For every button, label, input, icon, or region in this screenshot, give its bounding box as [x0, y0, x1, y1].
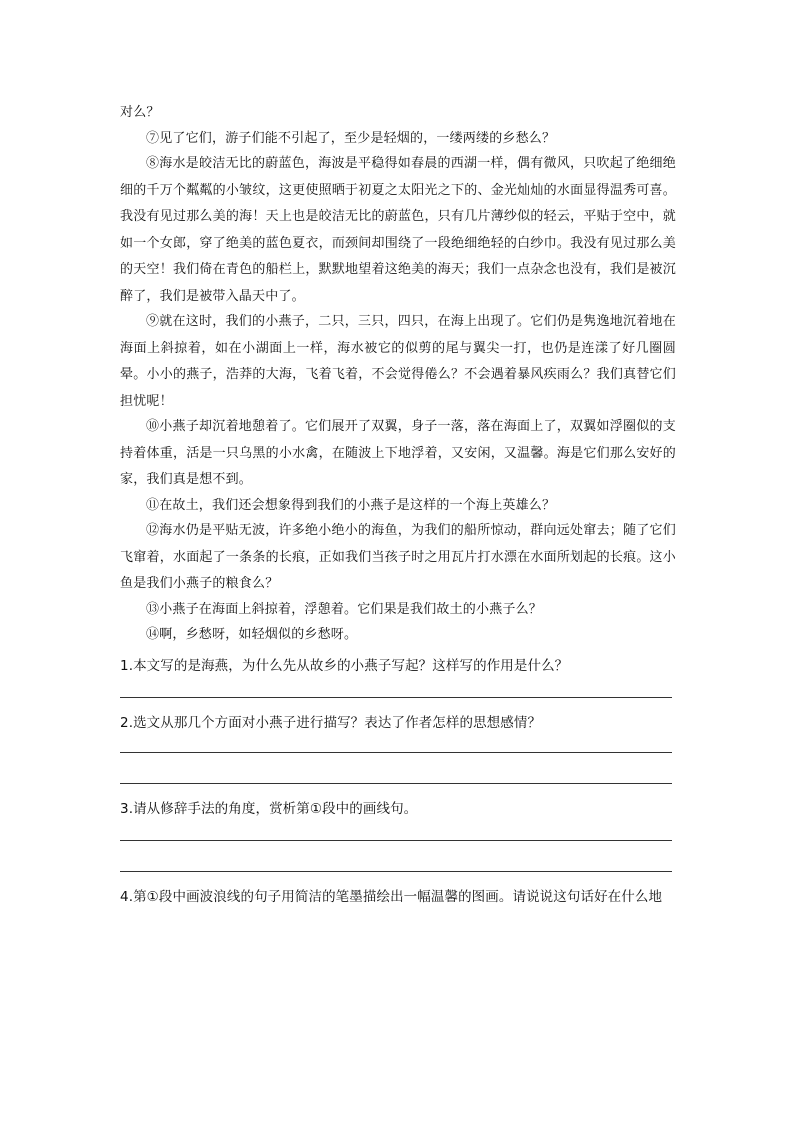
answer-line[interactable]	[120, 840, 672, 841]
question-2-text: 2.选文从那几个方面对小燕子进行描写？表达了作者怎样的思想感情？	[120, 714, 542, 731]
paragraph-13: ⑬小燕子在海面上斜掠着，浮憩着。它们果是我们故土的小燕子么？	[146, 601, 543, 617]
answer-line[interactable]	[120, 697, 672, 698]
paragraph-8: ⑧海水是皎洁无比的蔚蓝色，海波是平稳得如春晨的西湖一样，偶有微风，只吹起了绝细绝细的千万个粼粼的小皱纹，这更使照晒于初夏之太阳光之下的、金光灿灿的水面显得温秀可喜。我没有见过那么美的海！天上也是皎洁无比的蔚蓝色，只有几片薄纱似的轻云，平贴于空中，就如一个女郎，穿了绝美的蓝色夏衣，而颈间却围绕了一段绝细绝轻的白纱巾。我没有见过那么美的天空！我们倚在青色的船栏上，默默地望着这绝美的海天；我们一点杂念也没有，我们是被沉醉了，我们是被带入晶天中了。	[120, 156, 676, 304]
paragraph-14: ⑭啊，乡愁呀，如轻烟似的乡愁呀。	[146, 627, 358, 642]
answer-line[interactable]	[120, 783, 672, 784]
paragraph-9: ⑨就在这时，我们的小燕子，二只，三只，四只，在海上出现了。它们仍是隽逸地沉着地在海面上斜掠着，如在小湖面上一样，海水被它的似剪的尾与翼尖一打，也仍是连漾了好几圈圆晕。小小的燕子，浩莽的大海，飞着飞着，不会觉得倦么？不会遇着暴风疾雨么？我们真替它们担忧呢！	[120, 314, 676, 409]
paragraph-10: ⑩小燕子却沉着地憩着了。它们展开了双翼，身子一落，落在海面上了，双翼如浮圈似的支持着体重，活是一只乌黑的小水禽，在随波上下地浮着，又安闲，又温馨。海是它们那么安好的家，我们真是想不到。	[120, 419, 676, 487]
document-content	[120, 100, 676, 908]
question-2	[120, 712, 676, 784]
reading-passage	[120, 100, 676, 649]
paragraph-continuation: 对么？	[120, 105, 160, 120]
question-3	[120, 798, 676, 872]
answer-line[interactable]	[120, 871, 672, 872]
paragraph-12: ⑫海水仍是平贴无波，许多绝小绝小的海鱼，为我们的船所惊动，群向远处窜去；随了它们飞窜着，水面起了一条条的长痕，正如我们当孩子时之用瓦片打水漂在水面所划起的长痕。这小鱼是我们小燕子的粮食么？	[120, 523, 676, 591]
questions-section	[120, 655, 676, 908]
question-4-text: 4.第①段中画波浪线的句子用简洁的笔墨描绘出一幅温馨的图画。请说说这句话好在什么地	[120, 888, 663, 905]
paragraph-7: ⑦见了它们，游子们能不引起了，至少是轻烟的，一缕两缕的乡愁么？	[146, 130, 556, 146]
question-3-text: 3.请从修辞手法的角度，赏析第①段中的画线句。	[120, 800, 418, 817]
question-1-text: 1.本文写的是海燕，为什么先从故乡的小燕子写起？这样写的作用是什么？	[120, 657, 569, 674]
paragraph-11: ⑪在故土，我们还会想象得到我们的小燕子是这样的一个海上英雄么？	[146, 497, 556, 513]
question-1	[120, 655, 676, 698]
answer-line[interactable]	[120, 752, 672, 753]
question-4	[120, 886, 676, 908]
